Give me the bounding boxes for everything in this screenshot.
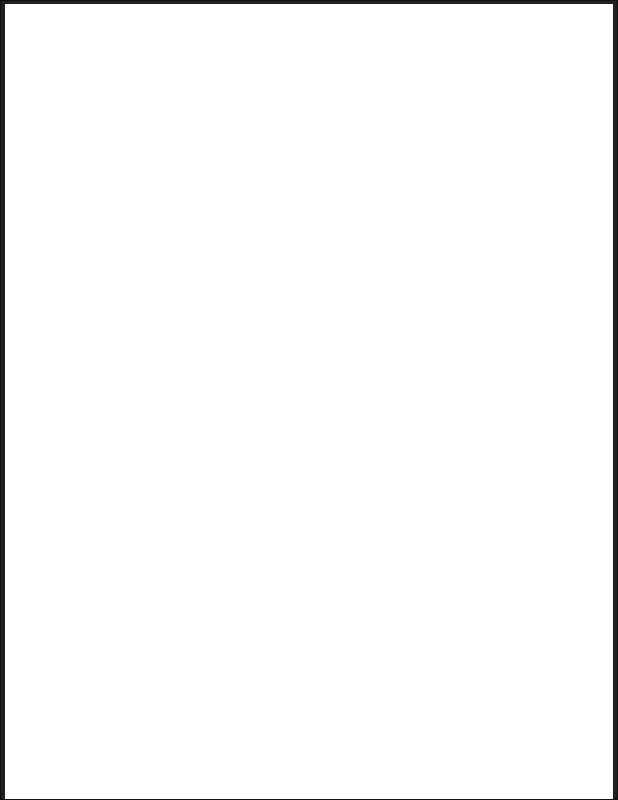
top-scan-edge	[1, 1, 617, 4]
right-scan-edge	[613, 1, 617, 799]
document-body	[25, 39, 595, 80]
left-scan-edge	[1, 1, 5, 799]
